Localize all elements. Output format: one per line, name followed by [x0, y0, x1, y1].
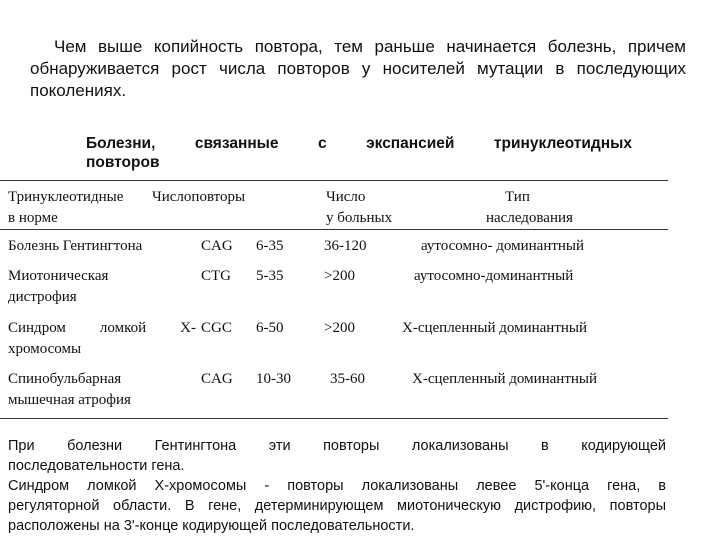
footnote-line: При болезни Гентингтона эти повторы локализованы в кодирующей — [8, 438, 666, 454]
table-row-norm: 5-35 — [256, 268, 284, 284]
header-col3-line1: Число — [326, 189, 366, 205]
footnote-line: последовательности гена. — [8, 458, 185, 474]
header-col4-line1: Тип — [505, 189, 530, 205]
header-col1-line1: Тринуклеотидные — [8, 189, 124, 205]
intro-paragraph: Чем выше копийность повтора, тем раньше начинается болезнь, причем обнаруживается рост числа повторов у носителей мутации в последующих поколениях. — [30, 37, 686, 100]
table-row-repeat: CAG — [201, 238, 233, 254]
footnote-line: Синдром ломкой Х-хромосомы - повторы локализованы левее 5'-конца гена, в — [8, 478, 666, 494]
table-bottom-rule — [0, 418, 668, 419]
table-title — [86, 133, 632, 154]
table-row-patients: >200 — [324, 268, 355, 284]
footnote-line: расположены на 3'-конце кодирующей последовательности. — [8, 518, 415, 534]
table-row-disease-word: X- — [180, 320, 196, 336]
table-row-patients: >200 — [324, 320, 355, 336]
header-col2: Числоповторы — [152, 189, 246, 205]
table-row-disease-line2: хромосомы — [8, 341, 82, 357]
table-title-word: тринуклеотидных — [493, 135, 632, 152]
table-row-disease-word: Синдром — [8, 320, 66, 336]
footnote-line: регуляторной области. В гене, детерминирующем миотоническую дистрофию, повторы — [8, 498, 666, 514]
table-row-inheritance: аутосомно-доминантный — [414, 268, 574, 284]
table-row-norm: 10-30 — [256, 371, 291, 387]
header-col1-line2: в норме — [8, 210, 58, 226]
table-row-repeat: CTG — [201, 268, 231, 284]
table-title-word: Болезни, — [86, 135, 156, 152]
table-row-inheritance: X-сцепленный доминантный — [402, 320, 588, 336]
table-title-word: с — [318, 135, 327, 152]
footnote-paragraph — [8, 436, 666, 536]
table-row-norm: 6-35 — [256, 238, 284, 254]
table-row-repeat: CGC — [201, 320, 232, 336]
table-row-norm: 6-50 — [256, 320, 284, 336]
table-title-word: экспансией — [366, 135, 455, 152]
table-row-patients: 36-120 — [324, 238, 367, 254]
table-row-disease: Миотоническая — [8, 268, 109, 284]
table-row-inheritance: X-сцепленный доминантный — [412, 371, 598, 387]
table-row-disease: Спинобульбарная — [8, 371, 122, 387]
table-row-disease — [8, 318, 196, 338]
table-row-inheritance: аутосомно- доминантный — [421, 238, 585, 254]
table-top-rule — [0, 180, 668, 181]
table-row-repeat: CAG — [201, 371, 233, 387]
table-row-disease-line2: мышечная атрофия — [8, 392, 131, 408]
table-title-line2: повторов — [86, 154, 160, 171]
table-row-patients: 35-60 — [330, 371, 365, 387]
table-row-disease-word: ломкой — [99, 320, 147, 336]
table-header-rule — [0, 229, 668, 230]
table-row-disease-line2: дистрофия — [8, 289, 77, 305]
table-row-disease: Болезнь Гентингтона — [8, 238, 143, 254]
header-col4-line2: наследования — [486, 210, 573, 226]
header-col3-line2: у больных — [326, 210, 393, 226]
table-title-word: связанные — [194, 135, 279, 152]
